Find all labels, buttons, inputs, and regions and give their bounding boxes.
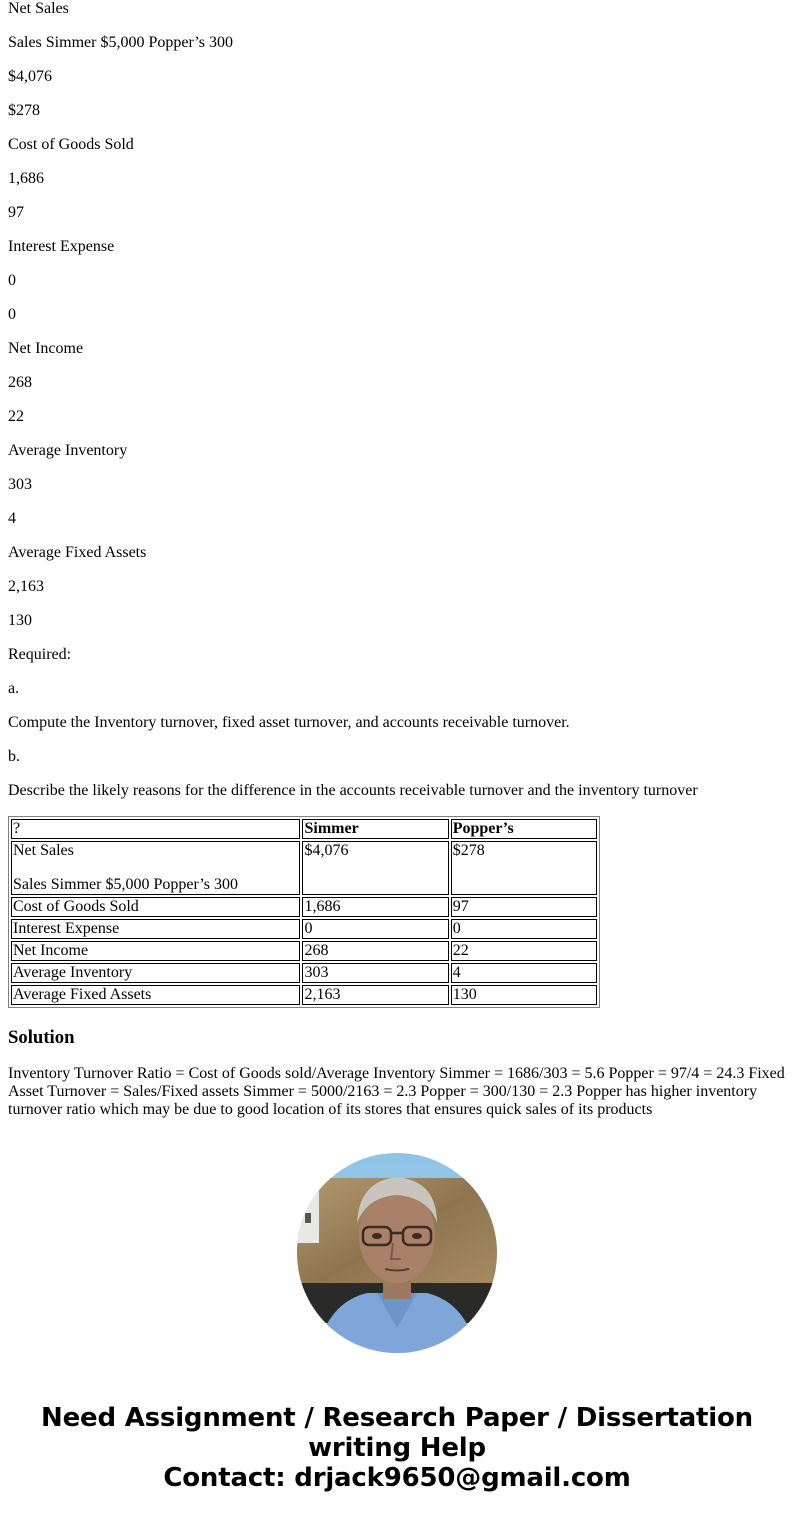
required-label: Required: [8, 646, 72, 663]
text-line: $4,076 [8, 68, 52, 85]
cell-poppers: $278 [451, 841, 597, 895]
financial-data-table [8, 816, 600, 1008]
cell-poppers: 4 [451, 963, 597, 983]
solution-heading: Solution [8, 1027, 75, 1048]
promo-contact: Contact: drjack9650@gmail.com [163, 1463, 631, 1493]
solution-text: Inventory Turnover Ratio = Cost of Goods sold/Average Inventory Simmer = 1686/303 = 5.6 Popper = 97/4 = 24.3 Fixed Asset Turnover = Sales/Fixed assets Simmer = 5000/2163 = 2.3 Popper = 300/130 = 2.3 Popper has higher inventory turnover ratio which may be due to good location of its stores that ensures quick sales of its products [8, 1065, 785, 1118]
cell-poppers: 22 [451, 941, 597, 961]
part-b-label: b. [8, 748, 20, 765]
cell-simmer: $4,076 [302, 841, 448, 895]
text-line: Sales Simmer $5,000 Popper’s 300 [8, 34, 234, 51]
text-line: Interest Expense [8, 238, 115, 255]
promo-line-1: Need Assignment / Research Paper / Dissertation [41, 1403, 753, 1433]
text-line: Cost of Goods Sold [8, 136, 134, 153]
cell-simmer: 268 [302, 941, 448, 961]
text-line: $278 [8, 102, 40, 119]
cell-simmer: 303 [302, 963, 448, 983]
cell-simmer: 2,163 [302, 985, 448, 1005]
text-line: 2,163 [8, 578, 44, 595]
part-a-text: Compute the Inventory turnover, fixed asset turnover, and accounts receivable turnover. [8, 714, 570, 731]
row-label: Interest Expense [11, 919, 300, 939]
text-line: 303 [8, 476, 32, 493]
table-row [11, 985, 597, 1005]
cell-poppers: 97 [451, 897, 597, 917]
avatar [297, 1153, 497, 1353]
row-label: Cost of Goods Sold [11, 897, 300, 917]
table-row [11, 941, 597, 961]
text-line: 0 [8, 306, 16, 323]
document-body [8, 0, 786, 1119]
header-cell-label: ? [11, 819, 300, 839]
row-label-extra: Sales Simmer $5,000 Popper’s 300 [13, 876, 239, 893]
text-line: 0 [8, 272, 16, 289]
text-line: 22 [8, 408, 24, 425]
text-line: 130 [8, 612, 32, 629]
table-row [11, 963, 597, 983]
part-b-text: Describe the likely reasons for the difference in the accounts receivable turnover and the inventory turnover [8, 782, 698, 799]
table-header-row [11, 819, 597, 839]
text-line: 4 [8, 510, 16, 527]
promo-banner [0, 1403, 794, 1493]
text-line: 268 [8, 374, 32, 391]
text-line: Net Sales [8, 0, 69, 17]
tutor-photo-icon [297, 1153, 497, 1353]
table-row [11, 841, 597, 895]
row-label: Average Inventory [11, 963, 300, 983]
promo-line-2: writing Help [308, 1433, 486, 1463]
cell-simmer: 1,686 [302, 897, 448, 917]
text-line: Average Fixed Assets [8, 544, 147, 561]
cell-simmer: 0 [302, 919, 448, 939]
text-line: Average Inventory [8, 442, 128, 459]
table-row [11, 919, 597, 939]
row-label-main: Net Sales [13, 842, 74, 859]
table-row [11, 897, 597, 917]
row-label: Net Income [11, 941, 300, 961]
part-a-label: a. [8, 680, 20, 697]
text-line: 97 [8, 204, 24, 221]
cell-poppers: 0 [451, 919, 597, 939]
header-cell-simmer: Simmer [302, 819, 448, 839]
header-cell-poppers: Popper’s [451, 819, 597, 839]
row-label [11, 841, 300, 895]
row-label: Average Fixed Assets [11, 985, 300, 1005]
cell-poppers: 130 [451, 985, 597, 1005]
text-line: 1,686 [8, 170, 44, 187]
text-line: Net Income [8, 340, 84, 357]
